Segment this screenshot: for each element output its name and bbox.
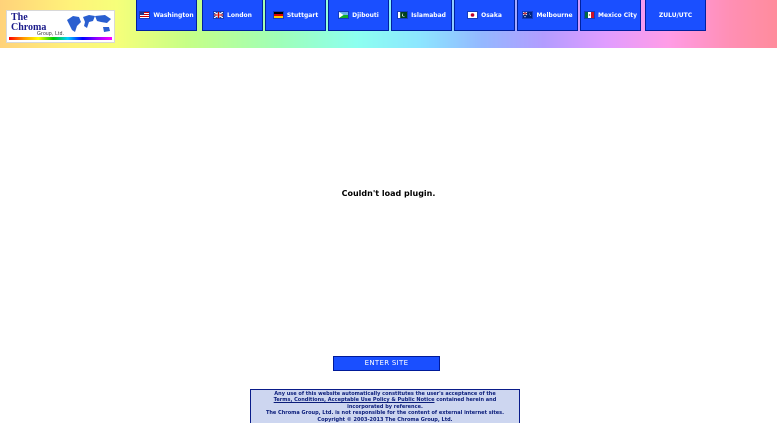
djibouti-flag-icon [338, 11, 349, 19]
clock-london[interactable] [202, 0, 263, 31]
clock-label: ZULU/UTC [658, 11, 693, 19]
chroma-group-logo[interactable] [6, 10, 115, 43]
enter-site-button[interactable]: ENTER SITE [333, 356, 440, 371]
legal-line-4: The Chroma Group, Ltd. is not responsible for the content of external internet sites. [265, 410, 505, 417]
australia-flag-icon [522, 11, 533, 19]
us-flag-icon [139, 11, 150, 19]
legal-notice [250, 389, 520, 423]
clock-label: Djibouti [352, 11, 379, 19]
plugin-error-message: Couldn't load plugin. [341, 189, 436, 198]
mexico-flag-icon [584, 11, 595, 19]
clock-osaka[interactable] [454, 0, 515, 31]
pakistan-flag-icon [397, 11, 408, 19]
clock-label: Melbourne [536, 11, 573, 19]
legal-line-2: contained herein and [436, 397, 497, 404]
clock-label: Osaka [481, 11, 502, 19]
clock-djibouti[interactable] [328, 0, 389, 31]
clock-islamabad[interactable] [391, 0, 452, 31]
japan-flag-icon [467, 11, 478, 19]
clock-stuttgart[interactable] [265, 0, 326, 31]
logo-name: The Chroma [11, 12, 47, 33]
clock-washington[interactable] [136, 0, 197, 31]
copyright-text: Copyright © 2003-2013 The Chroma Group, Ltd. [317, 416, 453, 423]
header-banner [0, 0, 777, 48]
clock-zulu-utc[interactable] [645, 0, 706, 31]
clock-mexico-city[interactable] [580, 0, 641, 31]
clock-melbourne[interactable] [517, 0, 578, 31]
world-map-icon [65, 12, 113, 36]
clock-label: Stuttgart [286, 11, 319, 19]
terms-link[interactable]: Terms, Conditions, Acceptable Use Policy & Public Notice [273, 397, 435, 404]
legal-line-1: Any use of this website automatically constitutes the user's acceptance of the [274, 391, 496, 397]
germany-flag-icon [273, 11, 284, 19]
clock-label: Islamabad [411, 11, 446, 19]
logo-subtitle: Group, Ltd. [37, 31, 65, 37]
logo-color-bar [9, 37, 112, 40]
uk-flag-icon [213, 11, 224, 19]
legal-line-3: incorporated by reference. [347, 403, 423, 410]
clock-label: Mexico City [598, 11, 637, 19]
clock-label: London [227, 11, 252, 19]
clock-label: Washington [153, 11, 194, 19]
